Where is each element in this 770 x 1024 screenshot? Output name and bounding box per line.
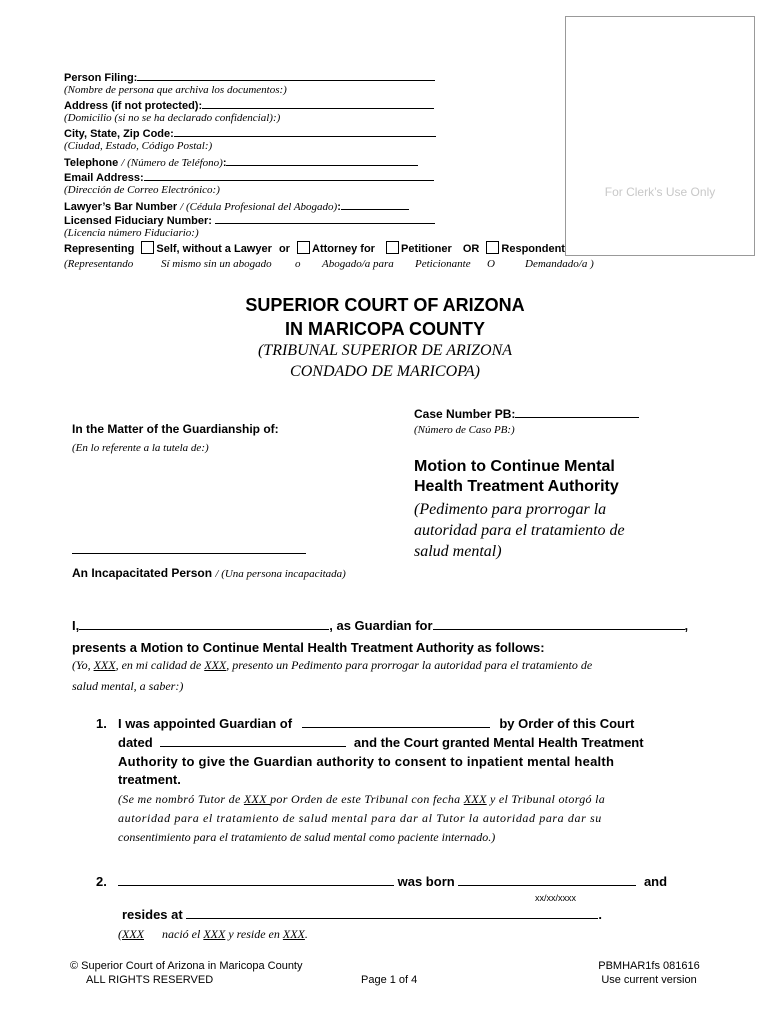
motion-title-es [414, 499, 625, 562]
court-title-es-line2: CONDADO DE MARICOPA) [290, 363, 480, 380]
item1-line2 [118, 735, 644, 750]
petitioner-label: Petitioner [401, 243, 452, 255]
attorney-checkbox[interactable] [297, 241, 310, 254]
address-row [64, 98, 434, 112]
clerk-use-label: For Clerk’s Use Only [604, 185, 716, 199]
item2-es-xxx2: XXX [203, 927, 226, 941]
footer-copyright: © Superior Court of Arizona in Maricopa County [70, 960, 303, 972]
item1-b: by Order of this Court [499, 716, 635, 731]
email-es: (Dirección de Correo Electrónico:) [64, 184, 220, 196]
representing-label: Representing [64, 243, 135, 255]
item2-es-line [118, 927, 308, 942]
bar-number-field[interactable] [341, 199, 409, 210]
item2-line2 [122, 907, 602, 922]
item1-es-line1 [118, 792, 605, 807]
respondent-checkbox[interactable] [486, 241, 499, 254]
respondent-es: Demandado/a ) [525, 258, 594, 270]
intro-es-1c: , presento un Pedimento para prorrogar la autoridad para el tratamiento de [226, 658, 593, 672]
address-label: Address (if not protected): [64, 100, 203, 112]
bar-number-es: / (Cédula Profesional del Abogado) [180, 201, 338, 213]
incapacitated-es: / (Una persona incapacitada) [215, 568, 346, 580]
ward-name-field-4[interactable] [118, 875, 394, 886]
intro-as-guardian: , as Guardian for [329, 618, 433, 633]
telephone-es: / (Número de Teléfono) [121, 157, 223, 169]
item2-es-xxx3: XXX [282, 927, 305, 941]
ward-name-field[interactable] [72, 553, 306, 554]
attorney-es: Abogado/a para [322, 258, 394, 270]
item1-line3: Authority to give the Guardian authority to consent to inpatient mental health [118, 754, 615, 769]
matter-label-es: (En lo referente a la tutela de:) [72, 442, 209, 454]
item1-es-c: y el Tribunal otorgó la [486, 792, 606, 806]
court-title-line1: SUPERIOR COURT OF ARIZONA [245, 295, 525, 315]
item2-es-a: ( [118, 927, 122, 941]
incapacitated-label: An Incapacitated Person [72, 566, 213, 580]
intro-comma: , [684, 618, 689, 633]
item1-a: I was appointed Guardian of [118, 716, 293, 731]
representing-es-row [64, 258, 594, 270]
city-label: City, State, Zip Code: [64, 128, 174, 140]
representing-es: (Representando [64, 258, 134, 270]
footer-form-code: PBMHAR1fs 081616 [598, 960, 700, 972]
representing-row [64, 241, 565, 255]
self-label: Self, without a Lawyer [156, 243, 272, 255]
motion-title-es-line1: (Pedimento para prorrogar la [414, 501, 607, 518]
item2-was-born: was born [397, 874, 455, 889]
case-number-label: Case Number PB: [414, 407, 516, 421]
case-number-field[interactable] [515, 407, 639, 418]
motion-title-es-line3: salud mental) [414, 543, 502, 560]
intro-es-line1 [72, 658, 592, 673]
item2-number: 2. [96, 874, 107, 889]
motion-title [414, 457, 619, 497]
item2-period: . [598, 907, 602, 922]
person-filing-row [64, 70, 435, 84]
date-format-hint: xx/xx/xxxx [535, 893, 577, 903]
item1-es-line2: autoridad para el tratamiento de salud mental para dar al Tutor la autoridad para dar su [118, 811, 602, 825]
intro-es-xxx1: XXX [93, 658, 116, 672]
respondent-label: Respondent [501, 243, 565, 255]
address-field[interactable] [202, 98, 434, 109]
order-date-field[interactable] [160, 736, 346, 747]
person-filing-es: (Nombre de persona que archiva los documentos:) [64, 84, 287, 96]
item1-line1 [118, 716, 634, 731]
email-field[interactable] [144, 170, 434, 181]
item2-line1 [118, 874, 667, 889]
clerk-use-box [565, 16, 755, 256]
city-row [64, 126, 436, 140]
item2-es-b: nació el [144, 927, 204, 941]
attorney-label: Attorney for [312, 243, 375, 255]
telephone-row: Telephone / (Número de Teléfono): [64, 155, 418, 169]
incapacitated-row [72, 566, 346, 580]
or-text-2: OR [462, 243, 480, 255]
petitioner-es: Peticionante [415, 258, 471, 270]
residence-field[interactable] [186, 908, 598, 919]
intro-line [72, 618, 688, 633]
email-row [64, 170, 434, 184]
item1-line4: treatment. [118, 772, 181, 787]
motion-title-line2: Health Treatment Authority [414, 478, 619, 495]
court-title-line2: IN MARICOPA COUNTY [285, 319, 485, 339]
item1-c: and the Court granted Mental Health Treatment [353, 735, 644, 750]
item2-es-xxx1: XXX [122, 927, 144, 941]
city-es: (Ciudad, Estado, Código Postal:) [64, 140, 213, 152]
intro-es-1a: (Yo, [72, 658, 94, 672]
case-number-es: (Número de Caso PB:) [414, 424, 515, 436]
item2-resides: resides at [122, 907, 183, 922]
telephone-label: Telephone [64, 157, 119, 169]
guardian-name-field[interactable] [79, 619, 329, 630]
ward-name-field-2[interactable] [433, 619, 685, 630]
bar-number-row: Lawyer’s Bar Number / (Cédula Profesional del Abogado): [64, 199, 409, 213]
item1-number: 1. [96, 716, 107, 731]
footer-rights: ALL RIGHTS RESERVED [86, 974, 214, 986]
bar-number-label: Lawyer’s Bar Number [64, 201, 178, 213]
motion-title-line1: Motion to Continue Mental [414, 458, 615, 475]
ward-name-field-3[interactable] [302, 717, 490, 728]
item1-es-xxx1: XXX [243, 792, 271, 806]
case-number-row [414, 407, 639, 421]
person-filing-field[interactable] [137, 70, 435, 81]
motion-title-es-line2: autoridad para el tratamiento de [414, 522, 625, 539]
birth-date-field[interactable] [458, 875, 636, 886]
footer-use-current: Use current version [601, 974, 697, 986]
petitioner-checkbox[interactable] [386, 241, 399, 254]
matter-label: In the Matter of the Guardianship of: [72, 422, 279, 436]
person-filing-label: Person Filing: [64, 72, 138, 84]
intro-i: I, [72, 618, 80, 633]
item2-and: and [643, 874, 668, 889]
intro-es-xxx2: XXX [204, 658, 227, 672]
intro-presents: presents a Motion to Continue Mental Health Treatment Authority as follows: [72, 640, 545, 655]
intro-es-1b: , en mi calidad de [115, 658, 205, 672]
fiduciary-es: (Licencia número Fiduciario:) [64, 227, 199, 239]
court-title-es-line1: (TRIBUNAL SUPERIOR DE ARIZONA [257, 342, 513, 359]
intro-es-line2: salud mental, a saber:) [72, 679, 184, 693]
item2-es-c: y reside en [225, 927, 283, 941]
self-checkbox[interactable] [141, 241, 154, 254]
item1-es-a: (Se me nombró Tutor de [118, 792, 244, 806]
fiduciary-label: Licensed Fiduciary Number: [64, 215, 212, 227]
telephone-field[interactable] [226, 155, 418, 166]
city-field[interactable] [174, 126, 436, 137]
item1-es-line3: consentimiento para el tratamiento de salud mental como paciente internado.) [118, 830, 496, 844]
footer-page: Page 1 of 4 [361, 974, 418, 986]
self-es: Sí mismo sin un abogado [161, 258, 272, 270]
item1-es-b: por Orden de este Tribunal con fecha [270, 792, 464, 806]
item1-es-xxx2: XXX [463, 792, 487, 806]
item1-dated: dated [118, 735, 153, 750]
court-title-es [0, 340, 770, 382]
fiduciary-field[interactable] [215, 213, 435, 224]
item2-es-d: . [304, 927, 308, 941]
o-text-1: o [295, 258, 301, 270]
address-es: (Domicilio (si no se ha declarado confidencial):) [64, 112, 281, 124]
court-title [0, 293, 770, 341]
o-text-2: O [487, 258, 495, 270]
or-text-1: or [278, 243, 290, 255]
fiduciary-row [64, 213, 435, 227]
email-label: Email Address: [64, 172, 144, 184]
